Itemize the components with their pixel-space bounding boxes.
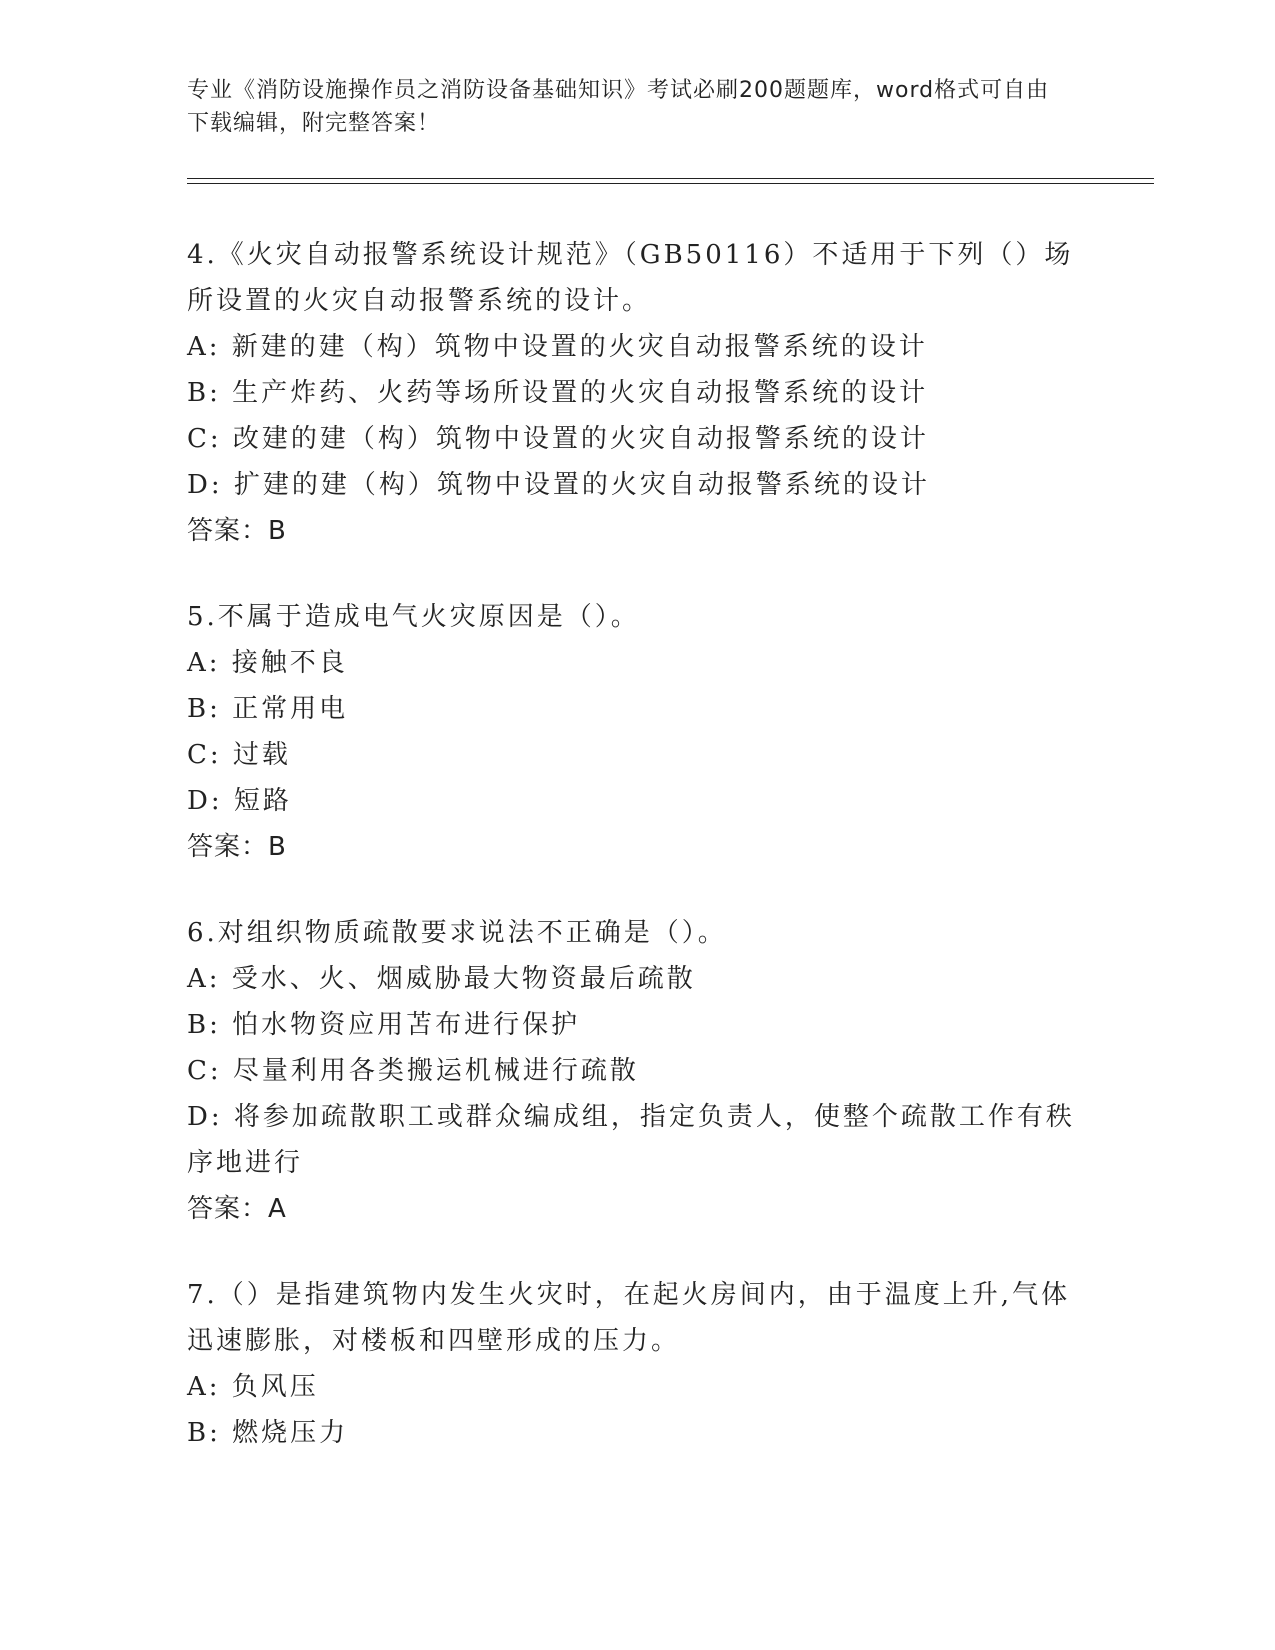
option-a: A: 接触不良 bbox=[187, 648, 348, 678]
question-stem: 5.不属于造成电气火灾原因是（）。 bbox=[187, 602, 640, 632]
question-stem: 7.（）是指建筑物内发生火灾时，在起火房间内，由于温度上升,气体迅速膨胀，对楼板和四壁形成的压力。 bbox=[187, 1280, 1071, 1356]
option-c: C: 改建的建（构）筑物中设置的火灾自动报警系统的设计 bbox=[187, 424, 929, 454]
option-b: B: 燃烧压力 bbox=[187, 1418, 349, 1448]
option-d: D: 将参加疏散职工或群众编成组，指定负责人，使整个疏散工作有秩序地进行 bbox=[187, 1102, 1075, 1178]
option-a: A: 受水、火、烟威胁最大物资最后疏散 bbox=[187, 964, 696, 994]
question-stem: 6.对组织物质疏散要求说法不正确是（）。 bbox=[187, 918, 727, 948]
question-4 bbox=[187, 232, 1087, 554]
option-a: A: 新建的建（构）筑物中设置的火灾自动报警系统的设计 bbox=[187, 332, 928, 362]
question-5 bbox=[187, 594, 1087, 870]
header-divider-bottom bbox=[187, 183, 1154, 184]
header-divider-top bbox=[187, 178, 1154, 179]
question-list bbox=[187, 232, 1087, 1456]
option-b: B: 生产炸药、火药等场所设置的火灾自动报警系统的设计 bbox=[187, 378, 929, 408]
option-d: D: 扩建的建（构）筑物中设置的火灾自动报警系统的设计 bbox=[187, 470, 930, 500]
option-b: B: 正常用电 bbox=[187, 694, 349, 724]
option-c: C: 尽量利用各类搬运机械进行疏散 bbox=[187, 1056, 639, 1086]
answer-label: 答案：A bbox=[187, 1194, 287, 1224]
answer-label: 答案：B bbox=[187, 832, 287, 862]
question-7 bbox=[187, 1272, 1087, 1456]
option-c: C: 过载 bbox=[187, 740, 291, 770]
answer-label: 答案：B bbox=[187, 516, 287, 546]
question-6 bbox=[187, 910, 1087, 1232]
option-a: A: 负风压 bbox=[187, 1372, 319, 1402]
option-d: D: 短路 bbox=[187, 786, 292, 816]
option-b: B: 怕水物资应用苫布进行保护 bbox=[187, 1010, 581, 1040]
document-header: 专业《消防设施操作员之消防设备基础知识》考试必刷200题题库，word格式可自由下载编辑，附完整答案！ bbox=[187, 78, 1050, 136]
question-stem: 4.《火灾自动报警系统设计规范》（GB50116）不适用于下列（）场所设置的火灾自动报警系统的设计。 bbox=[187, 240, 1074, 316]
